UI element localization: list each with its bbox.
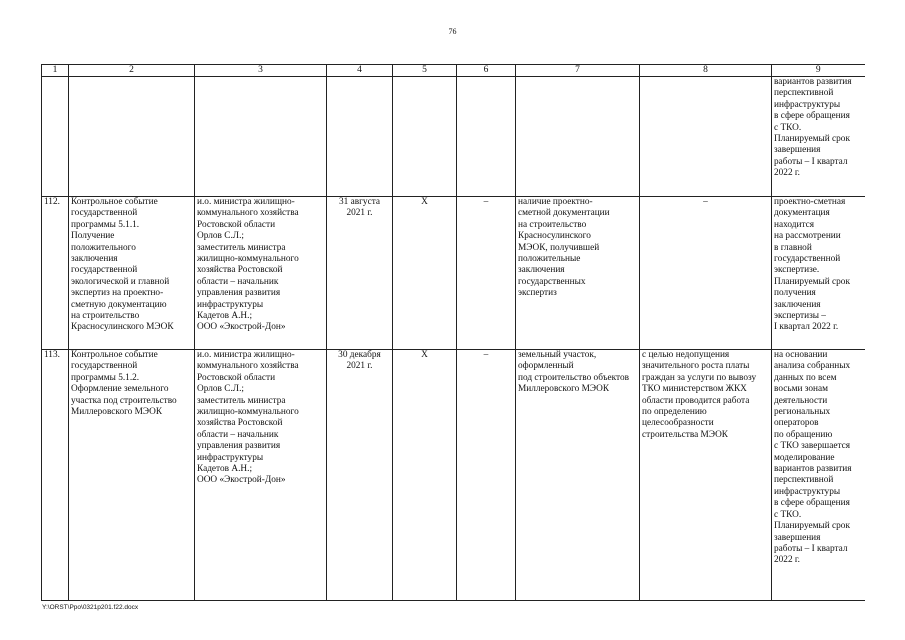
date-cell: 31 августа 2021 г. [327,197,393,350]
col-number: 3 [195,65,327,77]
report-table [41,64,865,601]
responsible-cell: и.о. министра жилищно- коммунального хозяйства Ростовской области Орлов С.Л.; заместитель министра жилищно-коммунального хозяйства Ростовской области – начальник управления развития инфраструктуры Кадетов А.Н.; ООО «Экострой-Дон» [195,197,327,350]
status-cell: проектно-сметная документация находится на рассмотрении в главной государственной экспертизе. Планируемый срок получения заключения экспертизы – I квартал 2022 г. [772,197,865,350]
table-cell [393,77,457,197]
note-cell: с целью недопущения значительного роста платы граждан за услуги по вывозу ТКО министерством ЖКХ области проводится работа по определению целесообразности строительства МЭОК [640,350,772,601]
status-cell: на основании анализа собранных данных по всем восьми зонам деятельности региональных операторов по обращению с ТКО завершается моделирование вариантов развития перспективной инфраструктуры в сфере обращения с ТКО. Планируемый срок завершения работы – I квартал 2022 г. [772,350,865,601]
event-cell: Контрольное событие государственной программы 5.1.1. Получение положительного заключения государственной экологической и главной экспертиз на проектно- сметную документацию на строительство Красносулинского МЭОК [69,197,195,350]
dash-cell: – [457,350,516,601]
row-number-cell: 113. [42,350,69,601]
result-cell: наличие проектно- сметной документации на строительство Красносулинского МЭОК, получившей положительные заключения государственных экспертиз [516,197,640,350]
responsible-cell: и.о. министра жилищно- коммунального хозяйства Ростовской области Орлов С.Л.; заместитель министра жилищно-коммунального хозяйства Ростовской области – начальник управления развития инфраструктуры Кадетов А.Н.; ООО «Экострой-Дон» [195,350,327,601]
table-row [42,350,865,601]
note-cell: – [640,197,772,350]
row-number-cell: 112. [42,197,69,350]
table-cell [195,77,327,197]
file-path-footer: Y:\ORST\Ppo\0321p201.f22.docx [42,604,139,611]
col-number: 6 [457,65,516,77]
table-cell [42,77,69,197]
page-number: 76 [448,27,457,36]
col-number: 9 [772,65,865,77]
table-cell [516,77,640,197]
col-number: 5 [393,65,457,77]
table-row [42,197,865,350]
table-cell [457,77,516,197]
event-cell: Контрольное событие государственной программы 5.1.2. Оформление земельного участка под строительство Миллеровского МЭОК [69,350,195,601]
col-number: 8 [640,65,772,77]
table-cell [327,77,393,197]
table-cell [640,77,772,197]
status-cell: вариантов развития перспективной инфраструктуры в сфере обращения с ТКО. Планируемый срок завершения работы – I квартал 2022 г. [772,77,865,197]
col-number: 2 [69,65,195,77]
col-number: 1 [42,65,69,77]
table-cell [69,77,195,197]
col-number: 7 [516,65,640,77]
date-cell: 30 декабря 2021 г. [327,350,393,601]
dash-cell: – [457,197,516,350]
mark-cell: X [393,197,457,350]
col-number: 4 [327,65,393,77]
continuation-row [42,77,865,197]
result-cell: земельный участок, оформленный под строительство объектов Миллеровского МЭОК [516,350,640,601]
column-number-row [42,65,865,77]
mark-cell: X [393,350,457,601]
